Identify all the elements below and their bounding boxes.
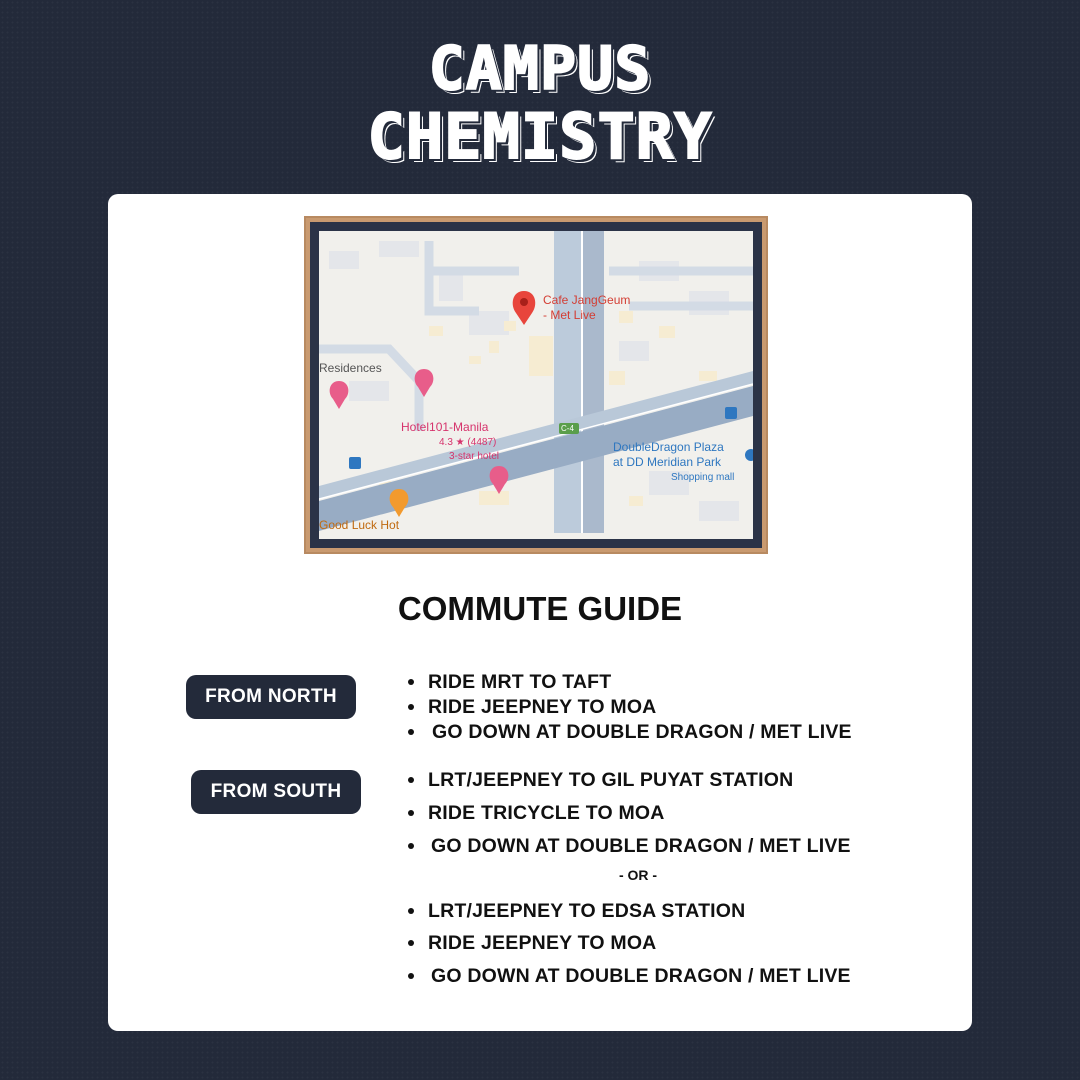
map-residences-label: Residences (319, 361, 382, 375)
map-plaza-sub: at DD Meridian Park (613, 455, 722, 469)
map-hotel-rating: 4.3 ★ (4487) (439, 437, 497, 448)
list-item: GO DOWN AT DOUBLE DRAGON / MET LIVE (431, 835, 851, 858)
guide-card (108, 194, 972, 1031)
list-item: GO DOWN AT DOUBLE DRAGON / MET LIVE (431, 965, 851, 988)
list-item: RIDE TRICYCLE TO MOA (428, 802, 665, 825)
map-place-name: Cafe JangGeum (543, 293, 631, 307)
list-item: LRT/JEEPNEY TO EDSA STATION (428, 900, 745, 923)
list-item: RIDE JEEPNEY TO MOA (428, 932, 656, 955)
brand-title-line1: CAMPUS (428, 34, 652, 104)
list-item: RIDE MRT TO TAFT (428, 671, 611, 694)
map-graphic (319, 231, 753, 533)
map-plaza-type: Shopping mall (671, 472, 735, 483)
map-image (319, 231, 753, 539)
list-item: LRT/JEEPNEY TO GIL PUYAT STATION (428, 769, 793, 792)
list-item: GO DOWN AT DOUBLE DRAGON / MET LIVE (432, 721, 852, 744)
map-road-label: C-4 (561, 424, 574, 433)
map-plaza-name: DoubleDragon Plaza (613, 440, 724, 454)
map-frame (304, 216, 768, 554)
map-hotel-type: 3-star hotel (449, 451, 500, 462)
map-place-sub: - Met Live (543, 308, 596, 322)
list-item: RIDE JEEPNEY TO MOA (428, 696, 656, 719)
map-hotel-name: Hotel101-Manila (401, 420, 489, 434)
map-restaurant-label: Good Luck Hot (319, 518, 400, 532)
or-divider: - OR - (618, 867, 658, 883)
brand-title-line2: CHEMISTRY (367, 100, 713, 173)
guide-title: COMMUTE GUIDE (397, 590, 683, 627)
from-south-label: FROM SOUTH (191, 770, 361, 814)
from-north-label: FROM NORTH (186, 675, 356, 719)
